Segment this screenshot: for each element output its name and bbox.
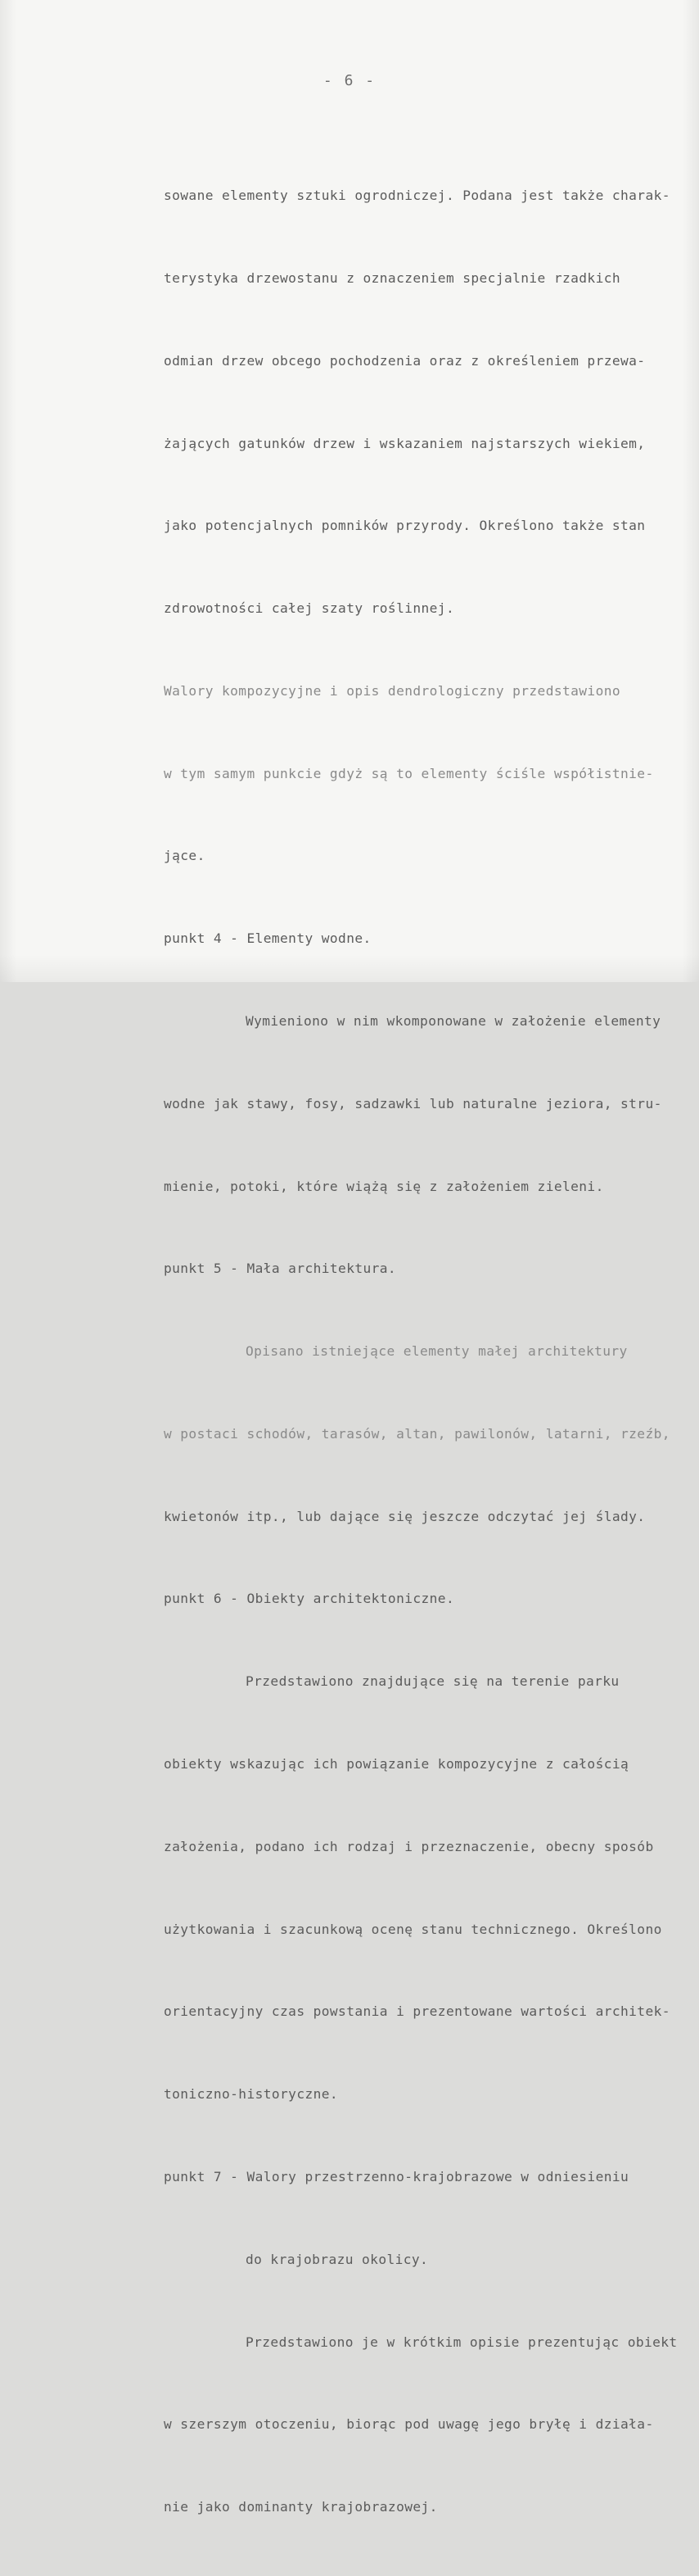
text-line: Przedstawiono znajdujące się na terenie parku (246, 1673, 620, 1690)
text-line: nie jako dominanty krajobrazowej. (164, 2499, 438, 2515)
text-line: Walory kompozycyjne i opis dendrologiczny przedstawiono (164, 682, 621, 699)
text-line: zdrowotności całej szaty roślinnej. (164, 600, 455, 617)
text-line: w tym samym punkcie gdyż są to elementy ściśle współistnie- (164, 765, 654, 781)
scan-edge-left (0, 0, 16, 982)
scan-edge-right (683, 0, 699, 982)
text-line: terystyka drzewostanu z oznaczeniem specjalnie rzadkich (164, 269, 621, 286)
text-line: Przedstawiono je w krótkim opisie prezentując obiekt (246, 2334, 678, 2350)
page-number: - 6 - (322, 72, 377, 89)
text-line: żających gatunków drzew i wskazaniem najstarszych wiekiem, (164, 435, 646, 451)
text-line: użytkowania i szacunkową ocenę stanu technicznego. Określono (164, 1921, 662, 1937)
text-line: odmian drzew obcego pochodzenia oraz z określeniem przewa- (164, 352, 646, 369)
section-heading-4: punkt 4 - Elementy wodne. (164, 930, 372, 947)
text-line: w postaci schodów, tarasów, altan, pawilonów, latarni, rzeźb, (164, 1425, 670, 1442)
text-line: obiekty wskazując ich powiązanie kompozycyjne z całością (164, 1756, 629, 1772)
text-line: w szerszym otoczeniu, biorąc pod uwagę jego bryłę i działa- (164, 2416, 654, 2433)
text-line: toniczno-historyczne. (164, 2086, 339, 2103)
text-line: Wymieniono w nim wkomponowane w założenie elementy (246, 1013, 661, 1029)
text-line: założenia, podano ich rodzaj i przeznaczenie, obecny sposób (164, 1838, 654, 1854)
section-heading-7: punkt 7 - Walory przestrzenno-krajobrazowe w odniesieniu (164, 2168, 629, 2184)
text-line: do krajobrazu okolicy. (246, 2251, 429, 2267)
text-line: orientacyjny czas powstania i prezentowane wartości architek- (164, 2003, 670, 2020)
text-line: mienie, potoki, które wiążą się z założeniem zieleni. (164, 1178, 604, 1194)
section-heading-5: punkt 5 - Mała architektura. (164, 1261, 397, 1277)
text-line: Opisano istniejące elementy małej architektury (246, 1343, 628, 1360)
section-heading-6: punkt 6 - Obiekty architektoniczne. (164, 1591, 455, 1607)
text-line: sowane elementy sztuki ogrodniczej. Podana jest także charak- (164, 188, 670, 204)
body-text (164, 127, 678, 2576)
text-line: jako potencjalnych pomników przyrody. Określono także stan (164, 518, 646, 534)
text-line: jące. (164, 848, 205, 864)
text-line: kwietonów itp., lub dające się jeszcze odczytać jej ślady. (164, 1508, 646, 1524)
text-line: wodne jak stawy, fosy, sadzawki lub naturalne jeziora, stru- (164, 1095, 662, 1111)
